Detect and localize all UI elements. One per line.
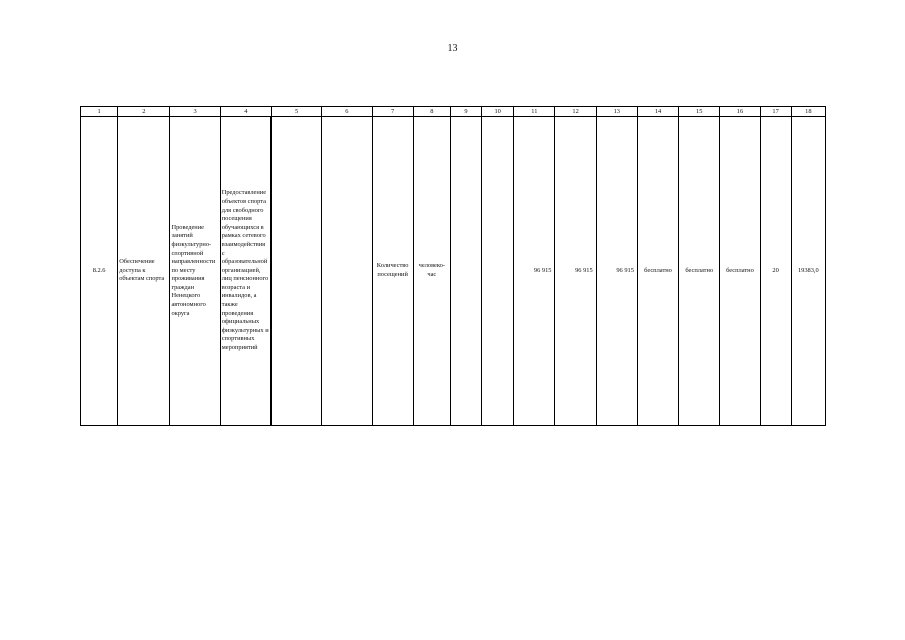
header-cell-2: 2 [118, 107, 170, 117]
cell-deviation-absolute: 19383,0 [791, 117, 825, 426]
cell-work-description: Предоставление объектов спорта для свободного посещения обучающихся в рамках сетевого взаимодействия с образовательной организацией, лиц пенсионного возраста и инвалидов, а также проведения официальных физкультурных и спортивных мероприятий [220, 117, 271, 426]
header-cell-18: 18 [791, 107, 825, 117]
cell-value-year2: 96 915 [555, 117, 596, 426]
header-cell-12: 12 [555, 107, 596, 117]
cell-deviation-percent: 20 [760, 117, 791, 426]
cell-col6 [322, 117, 372, 426]
cell-work-content: Проведение занятий физкультурно-спортивной направленности по месту проживания граждан Ненецкого автономного округа [170, 117, 220, 426]
header-cell-13: 13 [596, 107, 637, 117]
header-cell-16: 16 [720, 107, 760, 117]
table-row [81, 117, 826, 426]
header-cell-1: 1 [81, 107, 118, 117]
header-cell-10: 10 [482, 107, 514, 117]
header-cell-4: 4 [220, 107, 271, 117]
header-cell-6: 6 [322, 107, 372, 117]
header-cell-5: 5 [271, 107, 321, 117]
cell-col9 [450, 117, 481, 426]
cell-unit: человеко-час [413, 117, 450, 426]
services-table [80, 106, 826, 426]
cell-price-year3: бесплатно [720, 117, 760, 426]
header-cell-3: 3 [170, 107, 220, 117]
cell-col5 [271, 117, 321, 426]
page-number: 13 [447, 43, 458, 54]
header-cell-11: 11 [514, 107, 555, 117]
cell-indicator-name: Количество посещений [372, 117, 413, 426]
header-cell-9: 9 [450, 107, 481, 117]
cell-value-year3: 96 915 [596, 117, 637, 426]
cell-price-year2: бесплатно [679, 117, 720, 426]
cell-service-name: Обеспечение доступа к объектам спорта [118, 117, 170, 426]
table-header-row [81, 107, 826, 117]
cell-value-year1: 96 915 [514, 117, 555, 426]
header-cell-15: 15 [679, 107, 720, 117]
cell-col10 [482, 117, 514, 426]
header-cell-14: 14 [637, 107, 678, 117]
header-cell-17: 17 [760, 107, 791, 117]
cell-code: 8.2.6 [81, 117, 118, 426]
header-cell-7: 7 [372, 107, 413, 117]
cell-price-year1: бесплатно [637, 117, 678, 426]
header-cell-8: 8 [413, 107, 450, 117]
